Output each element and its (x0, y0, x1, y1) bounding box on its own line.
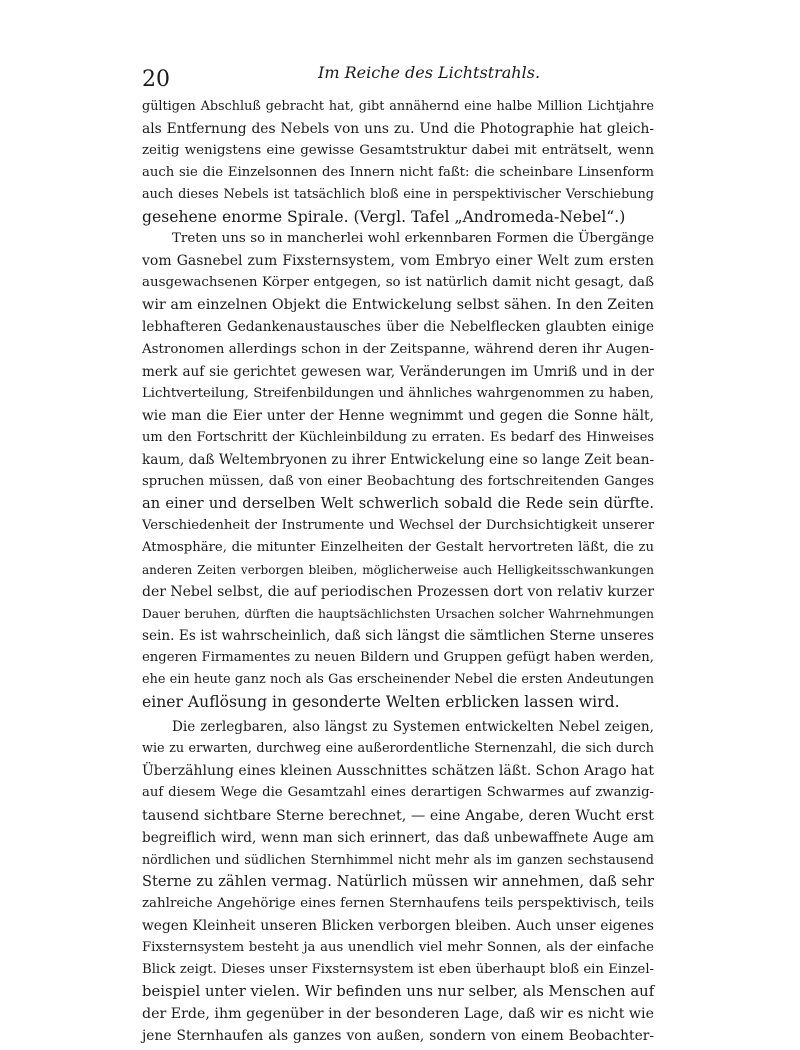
text-line: kaum, daß Weltembryonen zu ihrer Entwickelung eine so lange Zeit bean- (142, 451, 655, 468)
text-line: Sterne zu zählen vermag. Natürlich müssen wir annehmen, daß sehr (142, 872, 654, 890)
text-line: ausgewachsenen Körper entgegen, so ist natürlich damit nicht gesagt, daß (142, 275, 654, 291)
paragraph-1 (142, 96, 654, 228)
paragraph-2 (142, 228, 654, 713)
text-line: einer Auflösung in gesonderte Welten erblicken lassen wird. (142, 693, 620, 712)
text-line: auf diesem Wege die Gesamtzahl eines derartigen Schwarmes auf zwanzig- (142, 785, 654, 801)
text-line: engeren Firmamentes zu neuen Bildern und Gruppen gefügt haben werden, (142, 650, 654, 666)
text-line: wie zu erwarten, durchweg eine außerordentliche Sternenzahl, die sich durch (142, 741, 654, 757)
text-line: auch dieses Nebels ist tatsächlich bloß eine in perspektivischer Verschiebung (142, 187, 654, 203)
text-line: Atmosphäre, die mitunter Einzelheiten der Gestalt hervortreten läßt, die zu (142, 539, 654, 555)
text-line: wegen Kleinheit unseren Blicken verborgen bleiben. Auch unser eigenes (142, 917, 654, 934)
text-line: lebhafteren Gedankenaustausches über die Nebelflecken glaubten einige (142, 319, 654, 336)
text-line: begreiflich wird, wenn man sich erinnert, das daß unbewaffnete Auge am (142, 829, 654, 846)
text-line: jene Sternhaufen als ganzes von außen, sondern von einem Beobachter- (142, 1027, 654, 1044)
text-line: spruchen müssen, daß von einer Beobachtung des fortschreitenden Ganges (142, 473, 654, 489)
text-line: Überzählung eines kleinen Ausschnittes schätzen läßt. Schon Arago hat (142, 763, 654, 780)
text-line: tausend sichtbare Sterne berechnet, — eine Angabe, deren Wucht erst (142, 807, 654, 824)
paragraph-3 (142, 716, 654, 1047)
text-line: an einer und derselben Welt schwerlich sobald die Rede sein dürfte. (142, 494, 654, 512)
text-line: beispiel unter vielen. Wir befinden uns nur selber, als Menschen auf (142, 982, 655, 1000)
text-line: Dauer beruhen, dürften die hauptsächlichsten Ursachen solcher Wahrnehmungen (142, 607, 654, 622)
text-line: Lichtverteilung, Streifenbildungen und ähnliches wahrgenommen zu haben, (142, 385, 654, 401)
text-line: Blick zeigt. Dieses unser Fixsternsystem ist eben überhaupt bloß ein Einzel- (142, 961, 654, 977)
text-line: wie man die Eier unter der Henne wegnimmt und gegen die Sonne hält, (142, 407, 654, 424)
text-line: merk auf sie gerichtet gewesen war, Veränderungen im Umriß und in der (142, 363, 654, 380)
text-line: als Entfernung des Nebels von uns zu. Und die Photographie hat gleich- (142, 121, 654, 138)
text-line: Treten uns so in mancherlei wohl erkennbaren Formen die Übergänge (172, 231, 654, 247)
text-line: vom Gasnebel zum Fixsternsystem, vom Embryo einer Welt zum ersten (142, 253, 654, 270)
text-line: auch sie die Einzelsonnen des Innern nicht faßt: die scheinbare Linsenform (142, 165, 654, 181)
page-number: 20 (142, 67, 170, 92)
text-line: sein. Es ist wahrscheinlich, daß sich längst die sämtlichen Sterne unseres (142, 628, 654, 645)
text-line: wir am einzelnen Objekt die Entwickelung selbst sähen. In den Zeiten (142, 297, 654, 314)
text-line: Die zerlegbaren, also längst zu Systemen entwickelten Nebel zeigen, (172, 719, 654, 736)
text-line: Verschiedenheit der Instrumente und Wechsel der Durchsichtigkeit unserer (142, 517, 654, 533)
text-line: zahlreiche Angehörige eines fernen Sternhaufens teils perspektivisch, teils (142, 895, 654, 911)
text-line: Fixsternsystem besteht ja aus unendlich viel mehr Sonnen, als der einfache (142, 939, 654, 955)
text-line: zeitig wenigstens eine gewisse Gesamtstruktur dabei mit enträtselt, wenn (142, 143, 654, 159)
text-line: gültigen Abschluß gebracht hat, gibt annähernd eine halbe Million Lichtjahre (142, 99, 654, 114)
text-line: um den Fortschritt der Küchleinbildung zu erraten. Es bedarf des Hinweises (142, 429, 654, 445)
text-line: der Nebel selbst, die auf periodischen Prozessen dort von relativ kurzer (142, 584, 655, 601)
text-line: Astronomen allerdings schon in der Zeitspanne, während deren ihr Augen- (142, 341, 654, 357)
running-head: Im Reiche des Lichtstrahls. (318, 63, 541, 82)
body-text (142, 96, 654, 1047)
text-line: gesehene enorme Spirale. (Vergl. Tafel „Andromeda-Nebel“.) (142, 208, 626, 227)
text-line: ehe ein heute ganz noch als Gas erscheinender Nebel die ersten Andeutungen (142, 672, 654, 688)
text-line: der Erde, ihm gegenüber in der besonderen Lage, daß wir es nicht wie (142, 1005, 654, 1022)
text-line: anderen Zeiten verborgen bleiben, möglicherweise auch Helligkeitsschwankungen (142, 562, 654, 577)
text-line: nördlichen und südlichen Sternhimmel nicht mehr als im ganzen sechstausend (142, 851, 654, 867)
